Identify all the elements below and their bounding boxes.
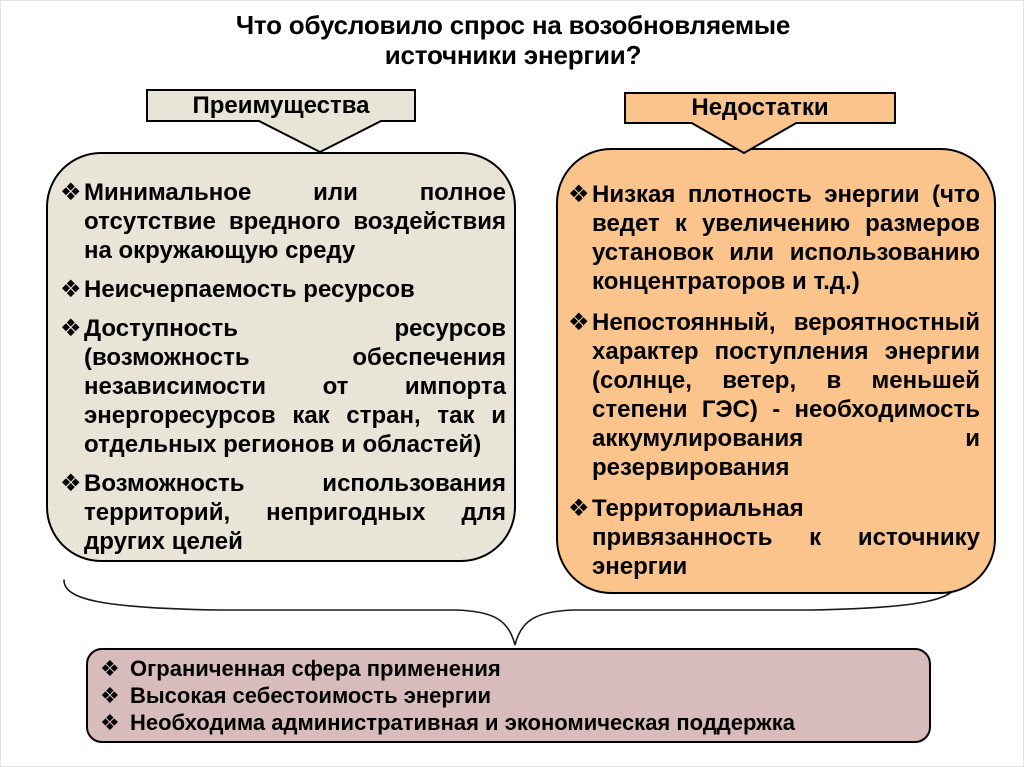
list-item-text: Возможность использования территорий, непригодных для других целей (84, 470, 506, 555)
diamond-bullet-icon: ❖ (100, 710, 120, 735)
list-item-text: Высокая себестоимость энергии (130, 683, 492, 708)
summary-list (100, 655, 913, 736)
list-item-text: Неисчерпаемость ресурсов (84, 276, 415, 303)
disadvantages-down-arrow-icon (689, 122, 801, 156)
diamond-bullet-icon: ❖ (568, 309, 590, 336)
list-item (60, 314, 506, 459)
list-item (60, 178, 506, 265)
summary-box (86, 648, 931, 743)
list-item (568, 180, 980, 296)
advantages-header-label: Преимущества (192, 91, 370, 119)
diamond-bullet-icon: ❖ (568, 181, 590, 208)
diamond-bullet-icon: ❖ (60, 315, 82, 342)
list-item (100, 709, 913, 736)
advantages-list (60, 178, 506, 556)
list-item-text: Низкая плотность энергии (что ведет к увеличению размеров установок или использованию концентраторов и т.д.) (592, 181, 980, 295)
diamond-bullet-icon: ❖ (60, 179, 82, 206)
list-item-text: Доступность ресурсов (возможность обеспечения независимости от импорта энергоресурсов как стран, так и отдельных регионов и областей) (84, 315, 506, 458)
slide-title: Что обусловило спрос на возобновляемые источники энергии? (235, 10, 791, 70)
disadvantages-list (568, 180, 980, 581)
list-item-text: Необходима административная и экономическая поддержка (130, 710, 795, 735)
list-item (100, 655, 913, 682)
list-item (100, 682, 913, 709)
advantages-header (146, 89, 416, 122)
advantages-down-arrow-icon (256, 120, 384, 156)
list-item (568, 308, 980, 482)
disadvantages-header (624, 92, 896, 124)
list-item-text: Ограниченная сфера применения (130, 656, 501, 681)
list-item (568, 494, 980, 581)
disadvantages-box (556, 148, 996, 594)
diamond-bullet-icon: ❖ (60, 470, 82, 497)
diamond-bullet-icon: ❖ (100, 656, 120, 681)
diamond-bullet-icon: ❖ (568, 495, 590, 522)
disadvantages-header-label: Недостатки (691, 94, 829, 121)
list-item-text: Минимальное или полное отсутствие вредного воздействия на окружающую среду (84, 179, 506, 264)
list-item-text: Территориальная привязанность к источнику энергии (592, 495, 980, 580)
list-item (60, 275, 506, 304)
list-item-text: Непостоянный, вероятностный характер поступления энергии (солнце, ветер, в меньшей степени ГЭС) - необходимость аккумулирования и резервирования (592, 309, 980, 481)
diamond-bullet-icon: ❖ (60, 276, 82, 303)
advantages-box (46, 152, 516, 562)
diamond-bullet-icon: ❖ (100, 683, 120, 708)
list-item (60, 469, 506, 556)
